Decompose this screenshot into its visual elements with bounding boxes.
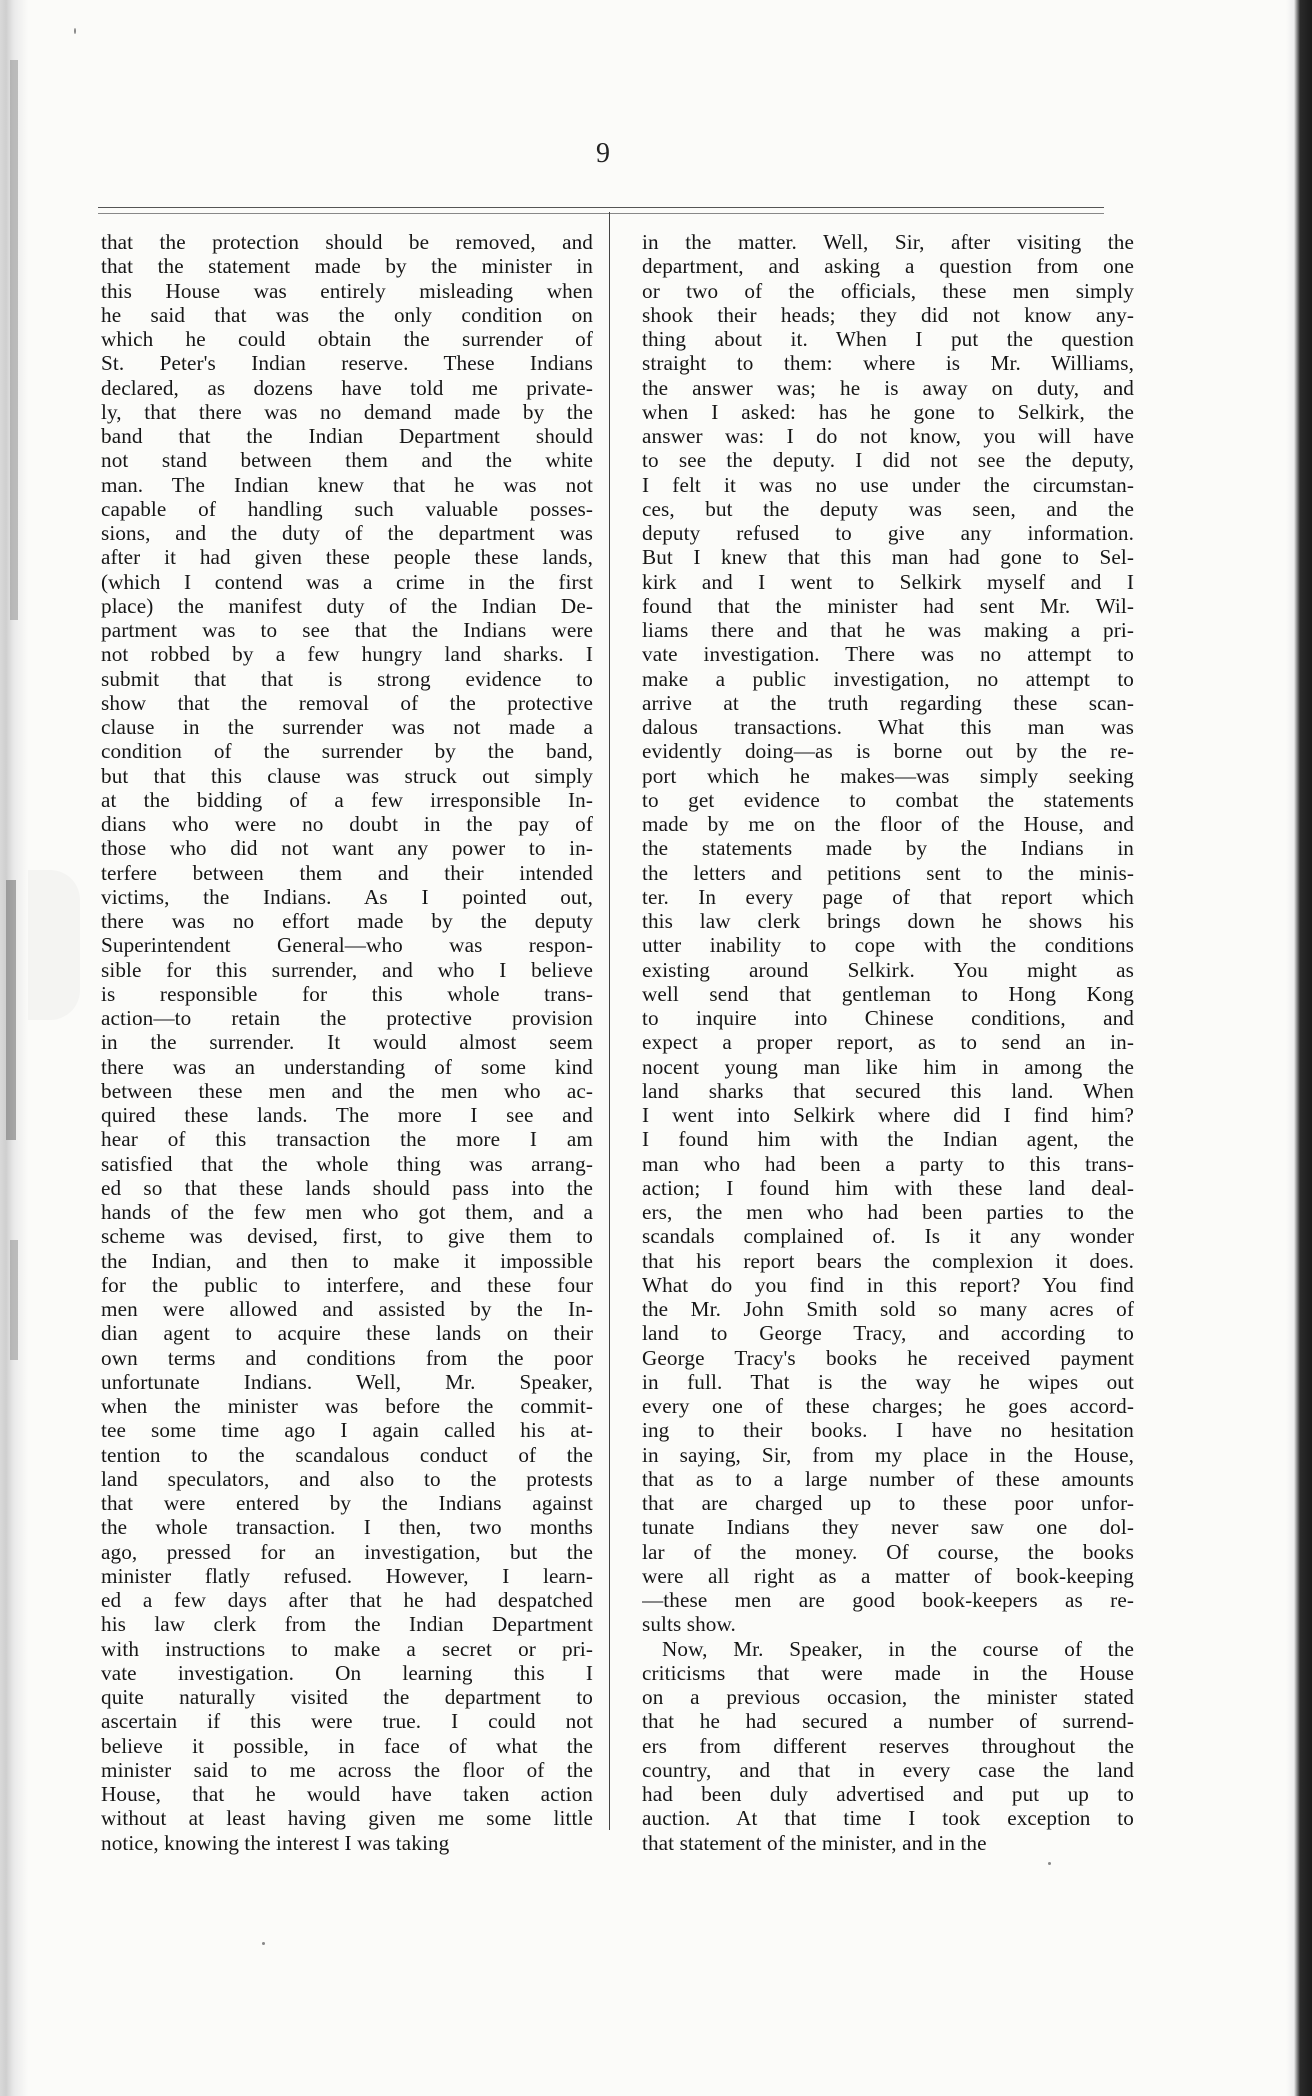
text-line: not stand between them and the white (101, 448, 593, 473)
text-line: that are charged up to these poor unfor- (642, 1491, 1134, 1515)
text-line: sions, and the duty of the department was (101, 521, 593, 545)
text-line: liams there and that he was making a pri- (642, 618, 1134, 642)
text-line: nocent young man like him in among the (642, 1054, 1134, 1079)
text-line: sults show. (642, 1612, 736, 1637)
text-line: man. The Indian knew that he was not (101, 472, 593, 497)
text-line: evidently doing—as is borne out by the re- (642, 739, 1134, 764)
text-line: that he had secured a number of surrend- (642, 1709, 1134, 1734)
text-line: for the public to interfere, and these four (101, 1272, 593, 1297)
text-line: action; I found him with these land deal- (642, 1175, 1134, 1200)
text-line: the answer was; he is away on duty, and (642, 375, 1134, 400)
text-line: the whole transaction. I then, two months (101, 1515, 593, 1540)
text-line: were all right as a matter of book-keeping (642, 1563, 1134, 1588)
text-line: criticisms that were made in the House (642, 1660, 1134, 1685)
text-line: —these men are good book-keepers as re- (642, 1588, 1134, 1612)
text-line: with instructions to make a secret or pri- (101, 1636, 593, 1661)
text-line: this law clerk brings down he shows his (642, 909, 1134, 933)
text-line: at the bidding of a few irresponsible In- (101, 787, 593, 812)
text-line: action—to retain the protective provision (101, 1006, 593, 1030)
text-line: when I asked: has he gone to Selkirk, the (642, 399, 1134, 424)
text-line: those who did not want any power to in- (101, 836, 593, 861)
text-line: ed so that these lands should pass into the (101, 1175, 593, 1200)
text-line: without at least having given me some little (101, 1806, 593, 1831)
text-line: well send that gentleman to Hong Kong (642, 981, 1134, 1006)
text-line: men were allowed and assisted by the In- (101, 1297, 593, 1321)
text-line: condition of the surrender by the band, (101, 739, 593, 764)
text-line: existing around Selkirk. You might as (642, 957, 1134, 982)
text-line: scandals complained of. Is it any wonder (642, 1224, 1134, 1249)
text-line: But I knew that this man had gone to Sel- (642, 545, 1134, 570)
text-line: man who had been a party to this trans- (642, 1151, 1134, 1176)
text-line: vate investigation. On learning this I (101, 1660, 593, 1685)
text-line: I felt it was no use under the circumstan- (642, 472, 1134, 497)
text-line: dian agent to acquire these lands on their (101, 1321, 593, 1346)
text-line: the letters and petitions sent to the minis- (642, 860, 1134, 885)
text-line: to get evidence to combat the statements (642, 787, 1134, 812)
text-line: clause in the surrender was not made a (101, 715, 593, 739)
text-line: quite naturally visited the department to (101, 1685, 593, 1709)
text-line: when the minister was before the commit- (101, 1394, 593, 1418)
text-line: submit that that is strong evidence to (101, 666, 593, 691)
page-number: 9 (596, 138, 610, 169)
text-line: unfortunate Indians. Well, Mr. Speaker, (101, 1369, 593, 1394)
text-line: which he could obtain the surrender of (101, 327, 593, 351)
text-line: he said that was the only condition on (101, 302, 593, 327)
text-line: expect a proper report, as to send an in- (642, 1030, 1134, 1055)
binding-mark (10, 60, 18, 620)
text-line: hear of this transaction the more I am (101, 1127, 593, 1152)
text-line: show that the removal of the protective (101, 690, 593, 715)
text-line: after it had given these people these lands, (101, 545, 593, 570)
text-line: ces, but the deputy was seen, and the (642, 496, 1134, 521)
text-line: minister said to me across the floor of the (101, 1757, 593, 1782)
binding-mark (6, 880, 16, 1140)
text-line: lar of the money. Of course, the books (642, 1539, 1134, 1564)
text-line: land speculators, and also to the protests (101, 1466, 593, 1491)
text-line: House, that he would have taken action (101, 1782, 593, 1806)
text-line: arrive at the truth regarding these scan- (642, 690, 1134, 715)
right-text-column (642, 230, 1134, 1855)
text-line: St. Peter's Indian reserve. These Indians (101, 351, 593, 376)
text-line: the Mr. John Smith sold so many acres of (642, 1297, 1134, 1321)
text-line: terfere between them and their intended (101, 860, 593, 885)
text-line: between these men and the men who ac- (101, 1078, 593, 1103)
text-line: made by me on the floor of the House, and (642, 812, 1134, 836)
text-line: tunate Indians they never saw one dol- (642, 1515, 1134, 1540)
text-line: I went into Selkirk where did I find him? (642, 1103, 1134, 1127)
column-divider (609, 212, 610, 1830)
text-line: is responsible for this whole trans- (101, 981, 593, 1006)
text-line: in the matter. Well, Sir, after visiting the (642, 230, 1134, 254)
text-line: own terms and conditions from the poor (101, 1345, 593, 1370)
text-line: sible for this surrender, and who I believe (101, 957, 593, 982)
text-line: that statement of the minister, and in the (642, 1830, 987, 1855)
text-line: that the protection should be removed, and (101, 230, 593, 254)
page-right-edge-shadow (1286, 0, 1312, 2096)
text-line: kirk and I went to Selkirk myself and I (642, 569, 1134, 594)
text-line: I found him with the Indian agent, the (642, 1127, 1134, 1152)
text-line: deputy refused to give any information. (642, 521, 1134, 545)
text-line: dians who were no doubt in the pay of (101, 812, 593, 836)
text-line: shook their heads; they did not know any- (642, 302, 1134, 327)
text-line: country, and that in every case the land (642, 1757, 1134, 1782)
left-text-column (101, 230, 593, 1855)
text-line: make a public investigation, no attempt to (642, 666, 1134, 691)
text-line: ly, that there was no demand made by the (101, 399, 593, 424)
text-line: but that this clause was struck out simply (101, 763, 593, 788)
text-line: tention to the scandalous conduct of the (101, 1442, 593, 1467)
text-line: the statements made by the Indians in (642, 836, 1134, 861)
text-line: in saying, Sir, from my place in the House, (642, 1442, 1134, 1467)
text-line: vate investigation. There was no attempt to (642, 642, 1134, 667)
text-line: land sharks that secured this land. When (642, 1078, 1134, 1103)
text-line: found that the minister had sent Mr. Wil- (642, 593, 1134, 618)
text-line: there was no effort made by the deputy (101, 909, 593, 933)
text-line: band that the Indian Department should (101, 424, 593, 448)
text-line: ers, the men who had been parties to the (642, 1200, 1134, 1224)
text-line: Superintendent General—who was respon- (101, 933, 593, 958)
text-line: straight to them: where is Mr. Williams, (642, 351, 1134, 376)
text-line: tee some time ago I again called his at- (101, 1418, 593, 1443)
text-line: notice, knowing the interest I was taking (101, 1830, 450, 1855)
text-line: or two of the officials, these men simply (642, 278, 1134, 303)
page-edge-notch (28, 870, 80, 1020)
text-line: in full. That is the way he wipes out (642, 1369, 1134, 1394)
text-line: that as to a large number of these amounts (642, 1466, 1134, 1491)
text-line: Now, Mr. Speaker, in the course of the (662, 1636, 1134, 1661)
text-line: that the statement made by the minister in (101, 254, 593, 279)
text-line: hands of the few men who got them, and a (101, 1200, 593, 1224)
text-line: in the surrender. It would almost seem (101, 1030, 593, 1055)
scan-speck (74, 28, 76, 34)
text-line: minister flatly refused. However, I learn- (101, 1563, 593, 1588)
text-line: partment was to see that the Indians were (101, 618, 593, 642)
text-line: answer was: I do not know, you will have (642, 424, 1134, 448)
text-line: that were entered by the Indians against (101, 1491, 593, 1515)
text-line: port which he makes—was simply seeking (642, 763, 1134, 788)
header-rule-thin (98, 213, 1104, 214)
binding-mark (10, 1240, 18, 1360)
text-line: quired these lands. The more I see and (101, 1103, 593, 1127)
text-line: his law clerk from the Indian Department (101, 1612, 593, 1637)
text-line: scheme was devised, first, to give them to (101, 1224, 593, 1249)
text-line: dalous transactions. What this man was (642, 715, 1134, 739)
text-line: place) the manifest duty of the Indian De- (101, 593, 593, 618)
text-line: land to George Tracy, and according to (642, 1321, 1134, 1346)
text-line: had been duly advertised and put up to (642, 1782, 1134, 1806)
text-line: George Tracy's books he received payment (642, 1345, 1134, 1370)
text-line: the Indian, and then to make it impossible (101, 1248, 593, 1273)
text-line: department, and asking a question from one (642, 254, 1134, 279)
text-line: thing about it. When I put the question (642, 327, 1134, 351)
text-line: satisfied that the whole thing was arrang- (101, 1151, 593, 1176)
text-line: every one of these charges; he goes accord- (642, 1394, 1134, 1418)
text-line: What do you find in this report? You find (642, 1272, 1134, 1297)
text-line: to inquire into Chinese conditions, and (642, 1006, 1134, 1030)
text-line: utter inability to cope with the conditions (642, 933, 1134, 958)
scan-speck (1048, 1862, 1051, 1865)
text-line: to see the deputy. I did not see the deputy, (642, 448, 1134, 473)
text-line: this House was entirely misleading when (101, 278, 593, 303)
text-line: on a previous occasion, the minister stated (642, 1685, 1134, 1709)
text-line: (which I contend was a crime in the first (101, 569, 593, 594)
text-line: ed a few days after that he had despatched (101, 1588, 593, 1612)
text-line: capable of handling such valuable posses- (101, 496, 593, 521)
text-line: victims, the Indians. As I pointed out, (101, 884, 593, 909)
scan-speck (262, 1942, 265, 1945)
text-line: there was an understanding of some kind (101, 1054, 593, 1079)
text-line: ago, pressed for an investigation, but the (101, 1539, 593, 1564)
header-rule (98, 207, 1104, 208)
text-line: that his report bears the complexion it does. (642, 1248, 1134, 1273)
text-line: ing to their books. I have no hesitation (642, 1418, 1134, 1443)
text-line: declared, as dozens have told me private- (101, 375, 593, 400)
text-line: ter. In every page of that report which (642, 884, 1134, 909)
text-line: ascertain if this were true. I could not (101, 1709, 593, 1734)
text-line: believe it possible, in face of what the (101, 1733, 593, 1758)
text-line: not robbed by a few hungry land sharks. I (101, 642, 593, 667)
text-line: ers from different reserves throughout the (642, 1733, 1134, 1758)
text-line: auction. At that time I took exception to (642, 1806, 1134, 1831)
